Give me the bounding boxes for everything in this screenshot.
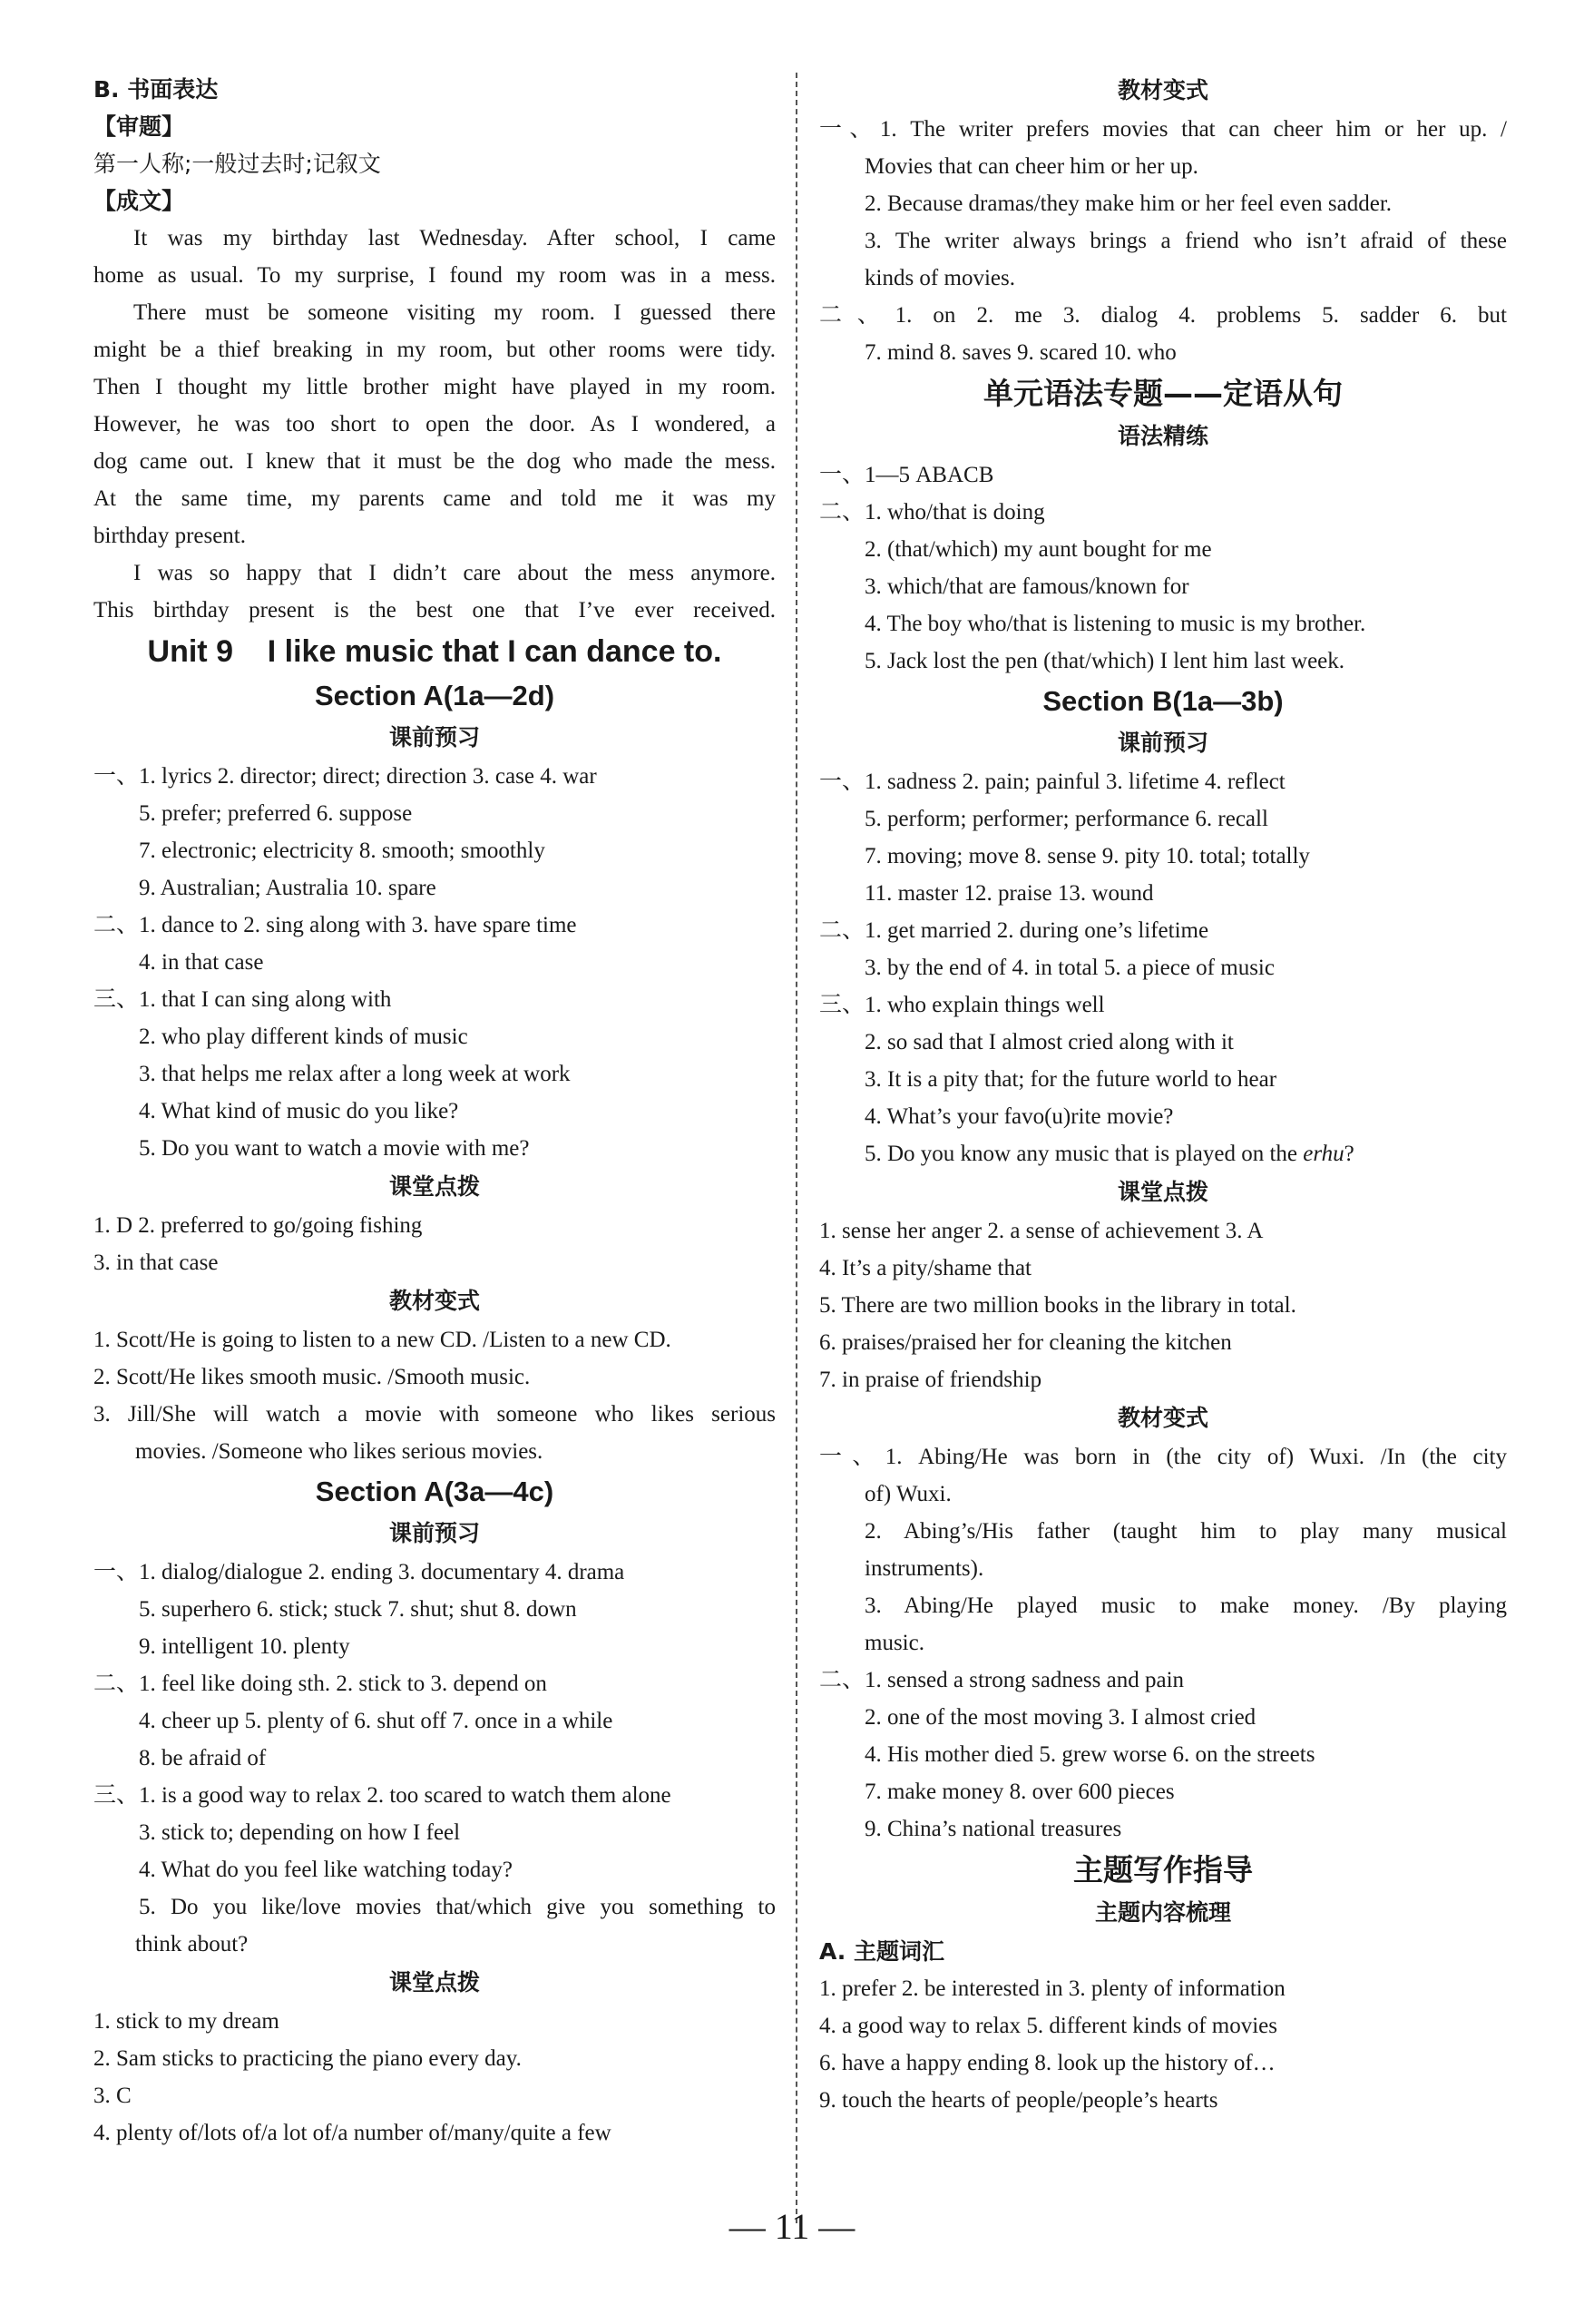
text-line: 1. sense her anger 2. a sense of achievement 3. A xyxy=(819,1219,1264,1243)
text-line: However, he was too short to open the door. As I wondered, a xyxy=(93,412,776,436)
unit-title: Unit 9 I like music that I can dance to. xyxy=(147,634,722,669)
text-line: home as usual. To my surprise, I found my room was in a mess. xyxy=(93,263,776,288)
section-a1-textbook-list xyxy=(93,1321,776,1470)
theme-vocab-list xyxy=(819,1970,1507,2119)
text-line: 1. D 2. preferred to go/going fishing xyxy=(93,1213,423,1238)
text-line: instruments). xyxy=(865,1556,984,1581)
text-line: 一、1. dialog/dialogue 2. ending 3. documentary 4. drama xyxy=(93,1560,625,1584)
text-line: 11. master 12. praise 13. wound xyxy=(865,881,1154,906)
text-line: 二、1. who/that is doing xyxy=(819,500,1045,525)
section-b-class-heading: 课堂点拨 xyxy=(1117,1179,1208,1205)
text-line: Then I thought my little brother might have played in my room. xyxy=(93,375,776,399)
textbook-variant-list xyxy=(819,111,1507,371)
text-line: 4. in that case xyxy=(139,950,264,975)
text-line: 9. China’s national treasures xyxy=(865,1817,1122,1841)
text-line: birthday present. xyxy=(93,524,247,548)
text-line: 2. so sad that I almost cried along with it xyxy=(865,1030,1234,1054)
column-divider xyxy=(796,73,797,2223)
text-line: 2. one of the most moving 3. I almost cried xyxy=(865,1705,1256,1730)
text-line: 3. Abing/He played music to make money. /By playing xyxy=(865,1593,1507,1618)
text-line: It was my birthday last Wednesday. After school, I came xyxy=(133,226,776,250)
text-line: 2. Abing’s/His father (taught him to play many musical xyxy=(865,1519,1507,1544)
review-text: 第一人称;一般过去时;记叙文 xyxy=(93,151,381,177)
text-line: 二、1. on 2. me 3. dialog 4. problems 5. sadder 6. but xyxy=(819,303,1507,328)
text-line: 2. Because dramas/they make him or her feel even sadder. xyxy=(865,191,1393,216)
section-b-textbook-list xyxy=(819,1438,1507,1848)
text-line: 一、1. Abing/He was born in (the city of) Wuxi. /In (the city xyxy=(819,1445,1507,1469)
text-line: 3. by the end of 4. in total 5. a piece of music xyxy=(865,956,1275,980)
text-line: think about? xyxy=(135,1932,249,1956)
text-line: 7. make money 8. over 600 pieces xyxy=(865,1780,1175,1804)
text-line: 二、1. get married 2. during one’s lifetime xyxy=(819,918,1209,943)
text-line: 二、1. sensed a strong sadness and pain xyxy=(819,1668,1185,1692)
text-line: This birthday present is the best one that I’ve ever received. xyxy=(93,598,776,623)
text-line: 8. be afraid of xyxy=(139,1746,267,1770)
text-line: 9. touch the hearts of people/people’s hearts xyxy=(819,2088,1218,2113)
grammar-title: 单元语法专题——定语从句 xyxy=(983,376,1343,411)
text-line: 4. What kind of music do you like? xyxy=(139,1099,459,1123)
section-b-preview-last: 5. Do you know any music that is played on the erhu? xyxy=(865,1142,1354,1166)
page-number: — 11 — xyxy=(728,2206,856,2247)
text-line: kinds of movies. xyxy=(865,266,1015,290)
section-b-title: Section B(1a—3b) xyxy=(1042,685,1284,717)
text-line: 3. that helps me relax after a long week at work xyxy=(139,1062,571,1086)
text-line: 三、1. that I can sing along with xyxy=(93,987,392,1012)
theme-content-heading: 主题内容梳理 xyxy=(1094,1899,1231,1926)
text-line: 3. which/that are famous/known for xyxy=(865,574,1189,599)
text-line: 5. Jack lost the pen (that/which) I lent him last week. xyxy=(865,649,1345,673)
section-b-textbook-heading: 教材变式 xyxy=(1117,1405,1208,1431)
section-a3-preview-heading: 课前预习 xyxy=(388,1520,480,1546)
section-a1-title: Section A(1a—2d) xyxy=(314,680,555,711)
text-line: might be a thief breaking in my room, but other rooms were tidy. xyxy=(93,338,776,362)
text-line: 3. The writer always brings a friend who isn’t afraid of these xyxy=(865,229,1507,253)
text-line: 2. Scott/He likes smooth music. /Smooth music. xyxy=(93,1365,531,1389)
text-line: 4. His mother died 5. grew worse 6. on the streets xyxy=(865,1742,1315,1767)
text-line: 4. What do you feel like watching today? xyxy=(139,1858,513,1882)
text-line: 5. Do you want to watch a movie with me? xyxy=(139,1136,530,1161)
text-line: 9. intelligent 10. plenty xyxy=(139,1634,350,1659)
text-line: 5. prefer; preferred 6. suppose xyxy=(139,801,413,826)
section-a1-textbook-heading: 教材变式 xyxy=(388,1288,480,1314)
text-line: 一、1. sadness 2. pain; painful 3. lifetime 4. reflect xyxy=(819,770,1286,794)
text-line: 3. stick to; depending on how I feel xyxy=(139,1820,461,1845)
text-line: 5. perform; performer; performance 6. recall xyxy=(865,807,1268,831)
text-line: 1. stick to my dream xyxy=(93,2009,279,2034)
text-line: 2. Sam sticks to practicing the piano every day. xyxy=(93,2046,522,2071)
section-a3-class-list xyxy=(93,2003,776,2152)
text-line: movies. /Someone who likes serious movies. xyxy=(135,1439,543,1464)
theme-writing-title: 主题写作指导 xyxy=(1073,1852,1253,1888)
section-b-class-list xyxy=(819,1212,1507,1398)
section-a3-preview-list xyxy=(93,1554,776,1963)
section-a1-class-list xyxy=(93,1207,776,1281)
grammar-practice-list xyxy=(819,456,1507,680)
text-line: 1. Scott/He is going to listen to a new CD. /Listen to a new CD. xyxy=(93,1328,671,1352)
section-a1-preview-list xyxy=(93,758,776,1167)
text-line: 6. have a happy ending 8. look up the history of… xyxy=(819,2051,1276,2075)
text-line: 3. C xyxy=(93,2084,132,2108)
right-column xyxy=(819,71,1507,2119)
text-line: 二、1. feel like doing sth. 2. stick to 3. depend on xyxy=(93,1672,547,1696)
section-a3-class-heading: 课堂点拨 xyxy=(388,1969,480,1996)
text-line: 三、1. is a good way to relax 2. too scared to watch them alone xyxy=(93,1783,671,1808)
section-a3-title: Section A(3a—4c) xyxy=(315,1476,554,1507)
text-line: 1. prefer 2. be interested in 3. plenty of information xyxy=(819,1976,1286,2001)
text-line: 4. What’s your favo(u)rite movie? xyxy=(865,1104,1174,1129)
text-line: dog came out. I knew that it must be the dog who made the mess. xyxy=(93,449,776,474)
section-b-preview-heading: 课前预习 xyxy=(1117,730,1208,756)
text-line: 一、1—5 ABACB xyxy=(819,463,994,487)
text-line: 4. a good way to relax 5. different kinds of movies xyxy=(819,2014,1277,2038)
text-line: 4. plenty of/lots of/a lot of/a number of/many/quite a few xyxy=(93,2121,611,2145)
text-line: I was so happy that I didn’t care about the mess anymore. xyxy=(133,561,776,585)
compose-label: 【成文】 xyxy=(93,188,185,214)
theme-vocab-label: A. 主题词汇 xyxy=(819,1938,945,1965)
text-line: 9. Australian; Australia 10. spare xyxy=(139,876,436,900)
text-line: 3. Jill/She will watch a movie with someone who likes serious xyxy=(93,1402,776,1427)
text-line: At the same time, my parents came and told me it was my xyxy=(93,486,776,511)
text-line: 5. There are two million books in the library in total. xyxy=(819,1293,1296,1318)
text-line: 7. in praise of friendship xyxy=(819,1368,1042,1392)
section-b-preview-list xyxy=(819,763,1507,1135)
text-line: 7. electronic; electricity 8. smooth; smoothly xyxy=(139,838,545,863)
text-line: 7. moving; move 8. sense 9. pity 10. total; totally xyxy=(865,844,1310,868)
text-line: 6. praises/praised her for cleaning the kitchen xyxy=(819,1330,1232,1355)
text-line: There must be someone visiting my room. I guessed there xyxy=(133,300,776,325)
text-line: 7. mind 8. saves 9. scared 10. who xyxy=(865,340,1177,365)
text-line: 4. The boy who/that is listening to music is my brother. xyxy=(865,612,1366,636)
text-line: 一、1. lyrics 2. director; direct; direction 3. case 4. war xyxy=(93,764,597,789)
text-line: 2. who play different kinds of music xyxy=(139,1025,468,1049)
text-line: Movies that can cheer him or her up. xyxy=(865,154,1198,179)
text-line: 5. superhero 6. stick; stuck 7. shut; shut 8. down xyxy=(139,1597,577,1622)
essay-body xyxy=(93,220,776,629)
text-line: 2. (that/which) my aunt bought for me xyxy=(865,537,1212,562)
section-a1-preview-heading: 课前预习 xyxy=(388,724,480,750)
erhu-word: erhu xyxy=(1303,1142,1344,1166)
left-column xyxy=(93,71,776,2152)
text-line: 三、1. who explain things well xyxy=(819,993,1105,1017)
grammar-practice-heading: 语法精练 xyxy=(1117,423,1208,449)
textbook-variant-heading: 教材变式 xyxy=(1117,77,1208,103)
review-label: 【审题】 xyxy=(93,113,185,140)
text-line: 4. It’s a pity/shame that xyxy=(819,1256,1032,1280)
text-line: 3. It is a pity that; for the future world to hear xyxy=(865,1067,1277,1092)
text-line: 5. Do you like/love movies that/which give you something to xyxy=(139,1895,776,1919)
writing-heading: B. 书面表达 xyxy=(93,76,219,103)
text-line: 一、1. The writer prefers movies that can cheer him or her up. / xyxy=(819,117,1507,142)
text-line: 4. cheer up 5. plenty of 6. shut off 7. once in a while xyxy=(139,1709,613,1733)
text-line: of) Wuxi. xyxy=(865,1482,952,1506)
text-line: 二、1. dance to 2. sing along with 3. have spare time xyxy=(93,913,577,937)
text-line: 3. in that case xyxy=(93,1250,219,1275)
text-line: music. xyxy=(865,1631,924,1655)
section-a1-class-heading: 课堂点拨 xyxy=(388,1173,480,1200)
